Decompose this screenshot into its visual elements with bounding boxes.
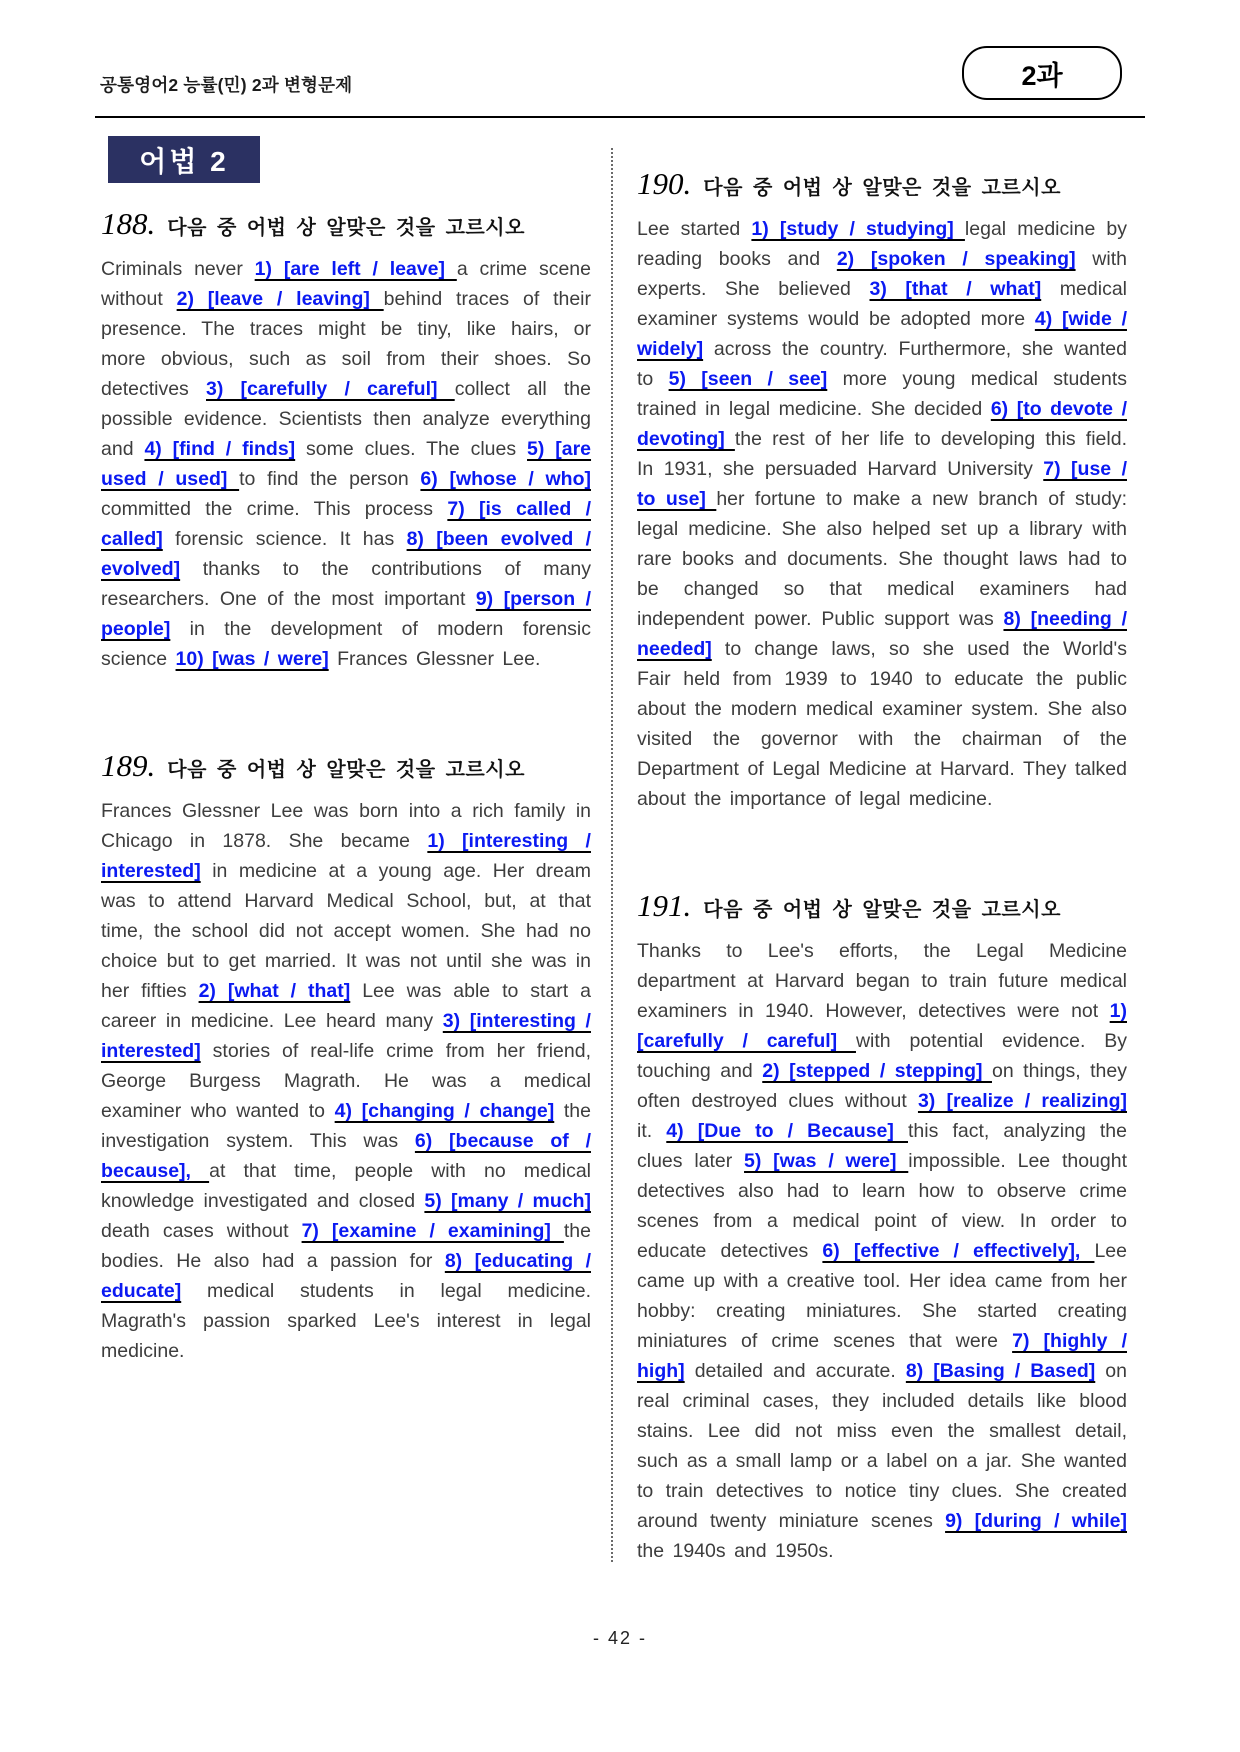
choice-option: 1) [carefully / careful] bbox=[637, 1000, 1127, 1052]
choice-option: 3) [realize / realizing] bbox=[917, 1090, 1127, 1112]
choice-option: 2) [what / that] bbox=[198, 980, 351, 1002]
question-header bbox=[637, 166, 1127, 202]
choice-option: 5) [was / were] bbox=[744, 1150, 909, 1172]
question-block bbox=[637, 166, 1127, 814]
choice-option: 5) [many / much] bbox=[424, 1190, 591, 1212]
choice-option: 6) [effective / effectively], bbox=[822, 1240, 1095, 1262]
question-block bbox=[101, 748, 591, 1366]
chapter-badge bbox=[962, 46, 1122, 100]
page-number: - 42 - bbox=[592, 1628, 647, 1648]
question-body: Criminals never 1) [are left / leave] a crime scene without 2) [leave / leaving] behind traces of their presence. The traces might be tiny, like hairs, or more obvious, such as soil from their shoes. So detectives 3) [carefully / careful] collect all the possible evidence. Scientists then analyze everything and 4) [find / finds] some clues. The clues 5) [are used / used] to find the person 6) [whose / who] committed the crime. This process 7) [is called / called] forensic science. It has 8) [been evolved / evolved] thanks to the contributions of many researchers. One of the most important 9) [person / people] in the development of modern forensic science 10) [was / were] Frances Glessner Lee. bbox=[101, 258, 592, 670]
choice-option: 8) [been evolved / evolved] bbox=[101, 528, 591, 580]
choice-option: 3) [interesting / interested] bbox=[101, 1010, 591, 1062]
question-number: 191. bbox=[637, 888, 692, 923]
choice-option: 2) [leave / leaving] bbox=[176, 288, 384, 310]
header-divider-line bbox=[95, 116, 1145, 118]
question-prompt: 다음 중 어법 상 알맞은 것을 고르시오 bbox=[703, 177, 1061, 199]
choice-option: 5) [are used / used] bbox=[101, 438, 592, 490]
document-header-title: 공통영어2 능률(민) 2과 변형문제 bbox=[100, 75, 353, 95]
choice-option: 8) [educating / educate] bbox=[101, 1250, 591, 1302]
choice-option: 2) [spoken / speaking] bbox=[836, 248, 1076, 270]
choice-option: 4) [find / finds] bbox=[144, 438, 296, 460]
choice-option: 10) [was / were] bbox=[175, 648, 329, 670]
chapter-badge-label: 2과 bbox=[1021, 60, 1063, 91]
choice-option: 1) [interesting / interested] bbox=[101, 830, 591, 882]
choice-option: 4) [wide / widely] bbox=[637, 308, 1127, 360]
question-number: 188. bbox=[101, 206, 156, 241]
column-left bbox=[101, 150, 591, 1366]
choice-option: 2) [stepped / stepping] bbox=[762, 1060, 992, 1082]
choice-option: 6) [whose / who] bbox=[420, 468, 591, 490]
question-body: Frances Glessner Lee was born into a rich family in Chicago in 1878. She became 1) [interesting / interested] in medicine at a young age. Her dream was to attend Harvard Medical School, but, at that time, the school did not accept women. She had no choice but to get married. It was not until she was in her fifties 2) [what / that] Lee was able to start a career in medicine. Lee heard many 3) [interesting / interested] stories of real-life crime from her friend, George Burgess Magrath. He was a medical examiner who wanted to 4) [changing / change] the investigation system. This was 6) [because of / because], at that time, people with no medical knowledge investigated and closed 5) [many / much] death cases without 7) [examine / examining] the bodies. He also had a passion for 8) [educating / educate] medical students in legal medicine. Magrath's passion sparked Lee's interest in legal medicine. bbox=[101, 800, 591, 1362]
column-right bbox=[637, 150, 1127, 1566]
choice-option: 9) [person / people] bbox=[101, 588, 591, 640]
question-header bbox=[637, 888, 1127, 924]
question-prompt: 다음 중 어법 상 알맞은 것을 고르시오 bbox=[167, 759, 525, 781]
question-block bbox=[637, 888, 1127, 1566]
question-number: 189. bbox=[101, 748, 156, 783]
choice-option: 3) [that / what] bbox=[869, 278, 1042, 300]
choice-option: 6) [to devote / devoting] bbox=[637, 398, 1127, 450]
choice-option: 7) [is called / called] bbox=[101, 498, 591, 550]
choice-option: 3) [carefully / careful] bbox=[206, 378, 455, 400]
choice-option: 9) [during / while] bbox=[945, 1510, 1127, 1532]
choice-option: 1) [are left / leave] bbox=[254, 258, 457, 280]
choice-option: 1) [study / studying] bbox=[751, 218, 965, 240]
question-prompt: 다음 중 어법 상 알맞은 것을 고르시오 bbox=[703, 899, 1061, 921]
choice-option: 4) [changing / change] bbox=[334, 1100, 555, 1122]
question-number: 190. bbox=[637, 166, 692, 201]
question-body: Lee started 1) [study / studying] legal medicine by reading books and 2) [spoken / speaking] with experts. She believed 3) [that / what] medical examiner systems would be adopted more 4) [wide / widely] across the country. Furthermore, she wanted to 5) [seen / see] more young medical students trained in legal medicine. She decided 6) [to devote / devoting] the rest of her life to developing this field. In 1931, she persuaded Harvard University 7) [use / to use] her fortune to make a new branch of study: legal medicine. She also helped set up a library with rare books and documents. She thought laws had to be changed so that medical examiners had independent power. Public support was 8) [needing / needed] to change laws, so she used the World's Fair held from 1939 to 1940 to educate the public about the modern medical examiner system. She also visited the governor with the chairman of the Department of Legal Medicine at Harvard. They talked about the importance of legal medicine. bbox=[637, 218, 1128, 810]
choice-option: 7) [examine / examining] bbox=[301, 1220, 564, 1242]
question-header bbox=[101, 748, 591, 784]
choice-option: 8) [Basing / Based] bbox=[905, 1360, 1096, 1382]
question-prompt: 다음 중 어법 상 알맞은 것을 고르시오 bbox=[167, 217, 525, 239]
choice-option: 6) [because of / because], bbox=[101, 1130, 591, 1182]
choice-option: 5) [seen / see] bbox=[668, 368, 828, 390]
choice-option: 4) [Due to / Because] bbox=[666, 1120, 908, 1142]
choice-option: 7) [highly / high] bbox=[637, 1330, 1127, 1382]
choice-option: 8) [needing / needed] bbox=[637, 608, 1127, 660]
column-divider-dotted-line bbox=[611, 148, 613, 1562]
question-header bbox=[101, 206, 591, 242]
section-badge-label: 어법 2 bbox=[139, 145, 229, 177]
question-block bbox=[101, 206, 591, 674]
question-body: Thanks to Lee's efforts, the Legal Medicine department at Harvard began to train future medical examiners in 1940. However, detectives were not 1) [carefully / careful] with potential evidence. By touching and 2) [stepped / stepping] on things, they often destroyed clues without 3) [realize / realizing] it. 4) [Due to / Because] this fact, analyzing the clues later 5) [was / were] impossible. Lee thought detectives also had to learn how to observe crime scenes from a medical point of view. In order to educate detectives 6) [effective / effectively], Lee came up with a creative tool. Her idea came from her hobby: creating miniatures. She started creating miniatures of crime scenes that were 7) [highly / high] detailed and accurate. 8) [Basing / Based] on real criminal cases, they included details like blood stains. Lee did not miss even the smallest detail, such as a small lamp or a label on a jar. She wanted to train detectives to notice tiny clues. She created around twenty miniature scenes 9) [during / while] the 1940s and 1950s. bbox=[637, 940, 1128, 1562]
choice-option: 7) [use / to use] bbox=[637, 458, 1127, 510]
